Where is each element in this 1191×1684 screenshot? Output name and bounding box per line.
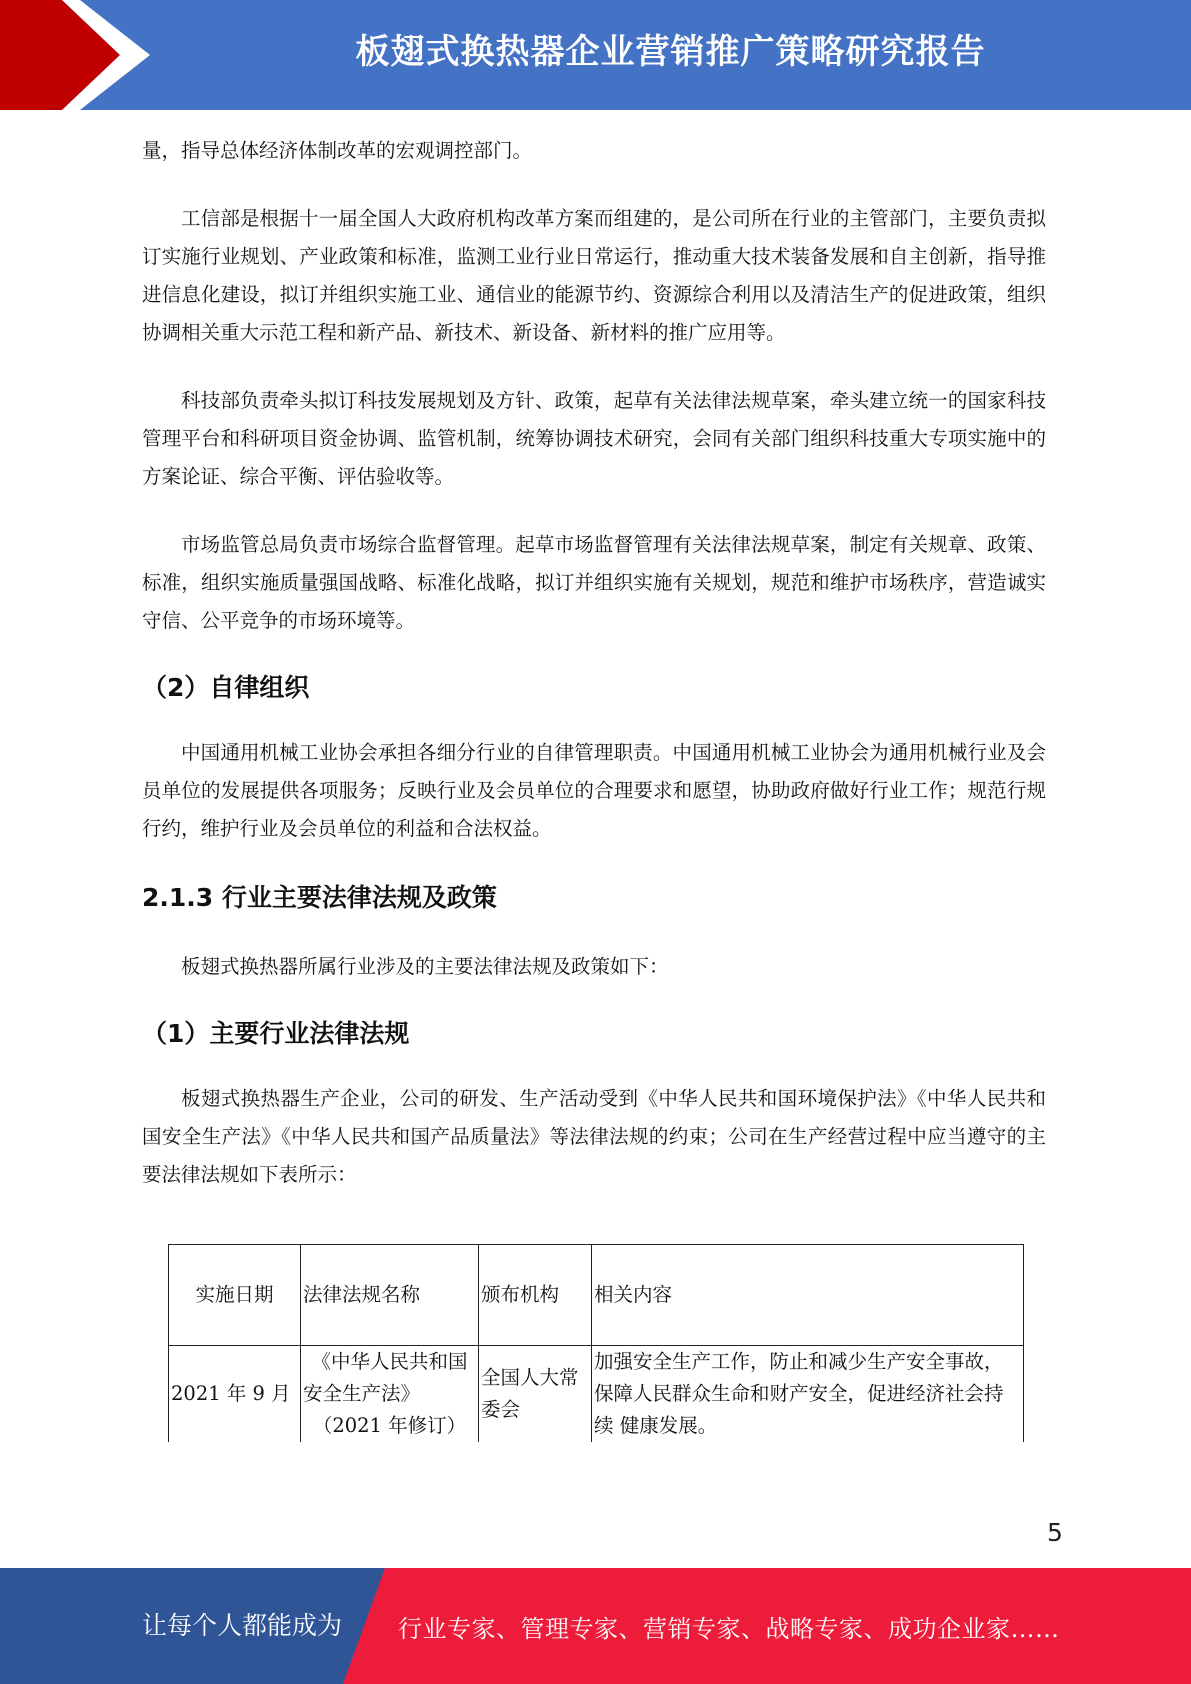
- paragraph-intro-laws: 板翅式换热器所属行业涉及的主要法律法规及政策如下：: [181, 955, 669, 978]
- page-number: 5: [1047, 1518, 1063, 1547]
- laws-table: [168, 1244, 1024, 1442]
- table-row: [169, 1346, 1024, 1443]
- heading-section-2-1-3: 2.1.3 行业主要法律法规及政策: [142, 883, 497, 912]
- law-name-line: 安全生产法》: [303, 1382, 421, 1405]
- paragraph-continued: 量，指导总体经济体制改革的宏观调控部门。: [142, 139, 533, 162]
- paragraph-most: 科技部负责牵头拟订科技发展规划及方针、政策，起草有关法律法规草案，牵头建立统一的国家科技管理平台和科研项目资金协调、监管机制，统筹协调技术研究，会同有关部门组织科技重大专项实施中的方案论证、综合平衡、评估验收等。: [142, 389, 1046, 488]
- paragraph-samr: 市场监管总局负责市场综合监督管理。起草市场监督管理有关法律法规草案，制定有关规章、政策、标准，组织实施质量强国战略、标准化战略，拟订并组织实施有关规划，规范和维护市场秩序，营造诚实守信、公平竞争的市场环境等。: [142, 533, 1046, 632]
- heading-main-laws: （1）主要行业法律法规: [142, 1019, 410, 1048]
- table-cell-name: [301, 1346, 479, 1443]
- page-header: [0, 0, 1191, 110]
- header-arrow-decoration: [0, 0, 150, 110]
- table-header-org: 颁布机构: [479, 1245, 592, 1346]
- main-content: [142, 132, 1046, 1194]
- table-cell-content: 加强安全生产工作，防止和减少生产安全事故， 保障人民群众生命和财产安全，促进经济社会持续 健康发展。: [592, 1346, 1024, 1443]
- footer-slogan-left: 让每个人都能成为: [142, 1611, 343, 1640]
- law-name-line: （2021 年修订）: [312, 1414, 467, 1437]
- table-header-content: 相关内容: [592, 1245, 1024, 1346]
- table-cell-org: 全国人大常委会: [479, 1346, 592, 1443]
- paragraph-association: 中国通用机械工业协会承担各细分行业的自律管理职责。中国通用机械工业协会为通用机械行业及会员单位的发展提供各项服务；反映行业及会员单位的合理要求和愿望，协助政府做好行业工作；规范行规行约，维护行业及会员单位的利益和合法权益。: [142, 741, 1046, 840]
- table-header-row: [169, 1245, 1024, 1346]
- table-header-name: 法律法规名称: [301, 1245, 479, 1346]
- paragraph-laws-desc: 板翅式换热器生产企业，公司的研发、生产活动受到《中华人民共和国环境保护法》《中华人民共和国安全生产法》《中华人民共和国产品质量法》等法律法规的约束；公司在生产经营过程中应当遵守的主要法律法规如下表所示：: [142, 1087, 1046, 1186]
- law-name-line: 《中华人民共和国: [311, 1350, 468, 1373]
- table-cell-date: 2021 年 9 月: [169, 1346, 301, 1443]
- footer-slogan-right: 行业专家、管理专家、营销专家、战略专家、成功企业家……: [398, 1615, 1060, 1643]
- heading-self-regulation: （2）自律组织: [142, 673, 310, 702]
- page-footer: [0, 1568, 1191, 1684]
- paragraph-miit: 工信部是根据十一届全国人大政府机构改革方案而组建的，是公司所在行业的主管部门，主要负责拟订实施行业规划、产业政策和标准，监测工业行业日常运行，推动重大技术装备发展和自主创新，指导推进信息化建设，拟订并组织实施工业、通信业的能源节约、资源综合利用以及清洁生产的促进政策，组织协调相关重大示范工程和新产品、新技术、新设备、新材料的推广应用等。: [142, 207, 1046, 344]
- report-title: 板翅式换热器企业营销推广策略研究报告: [355, 32, 986, 72]
- table-header-date: 实施日期: [169, 1245, 301, 1346]
